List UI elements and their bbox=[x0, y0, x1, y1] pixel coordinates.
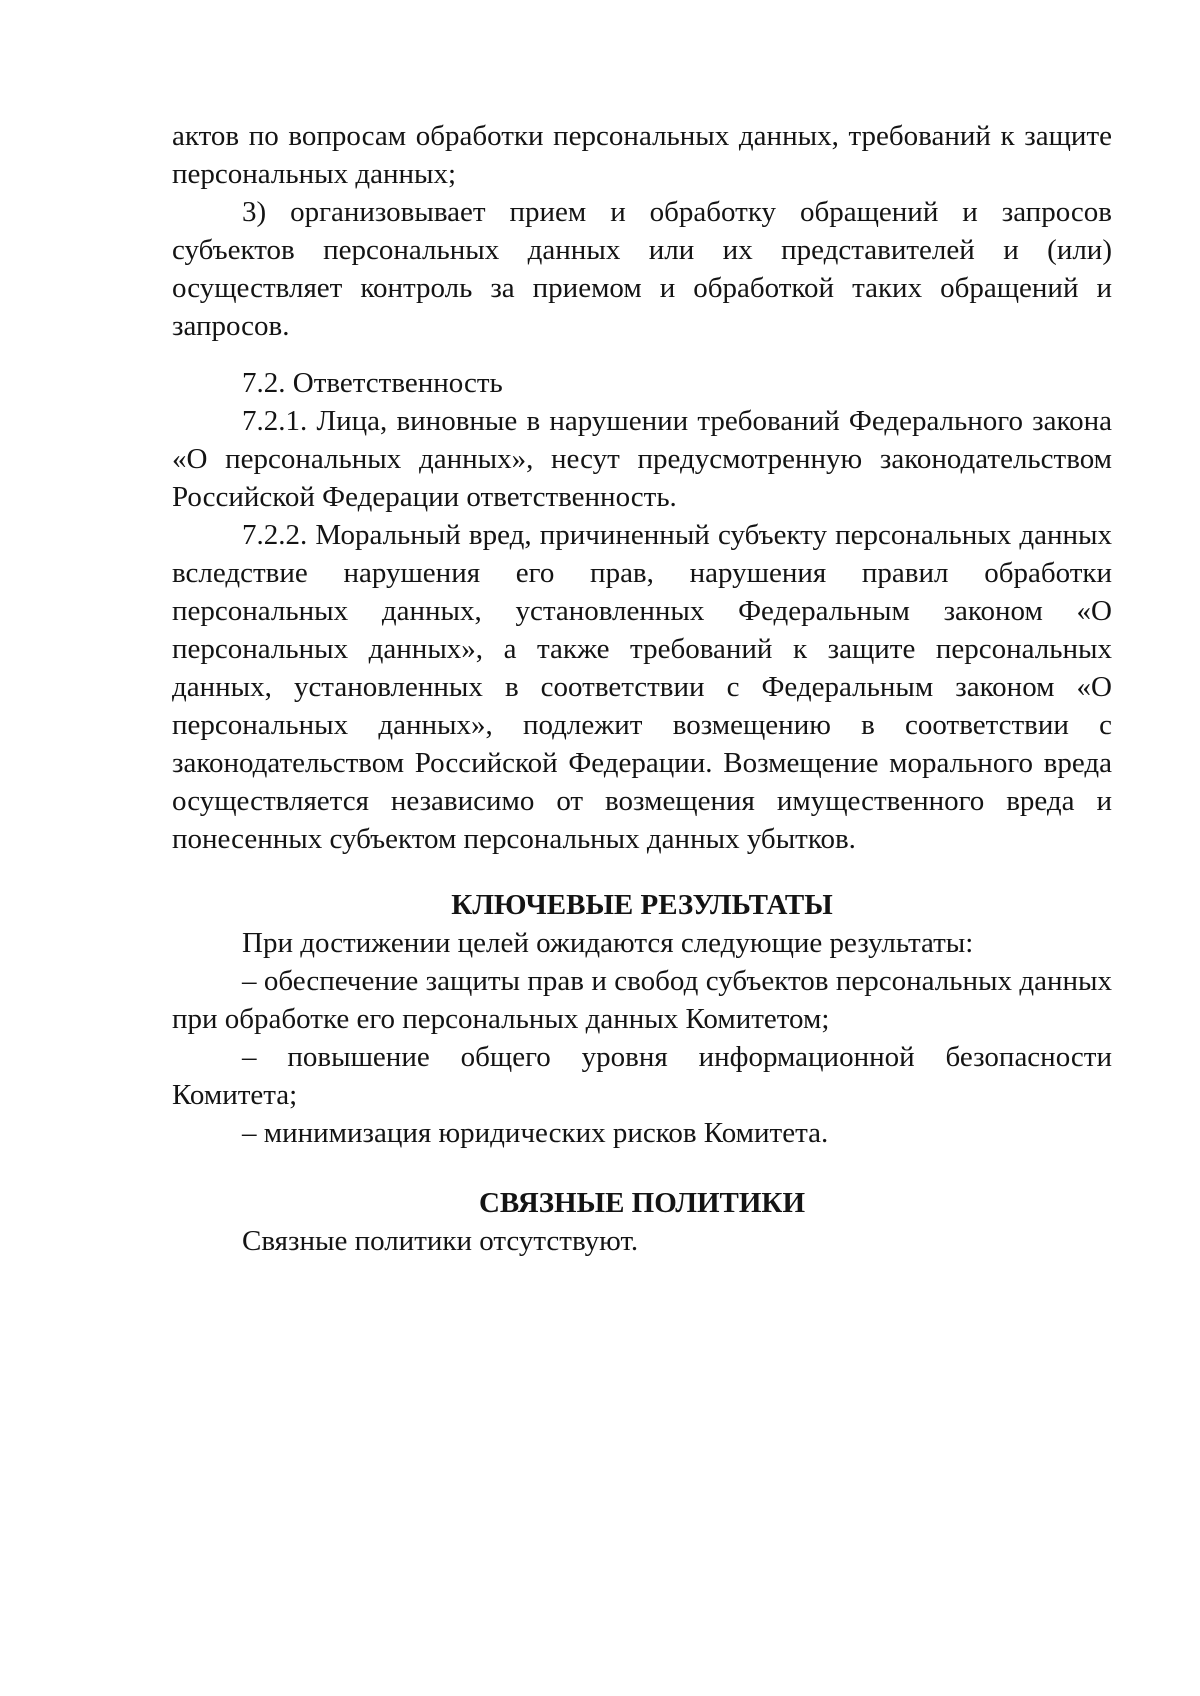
key-result-item: – повышение общего уровня информационной безопасности Комитета; bbox=[172, 1041, 1112, 1111]
key-result-item: – обеспечение защиты прав и свобод субъектов персональных данных при обработке его персональных данных Комитетом; bbox=[172, 965, 1112, 1035]
key-result-item: – минимизация юридических рисков Комитета. bbox=[242, 1117, 829, 1149]
section-title-responsibility: 7.2. Ответственность bbox=[242, 367, 503, 399]
key-results-intro: При достижении целей ожидаются следующие результаты: bbox=[242, 927, 974, 959]
heading-key-results: КЛЮЧЕВЫЕ РЕЗУЛЬТАТЫ bbox=[451, 889, 833, 921]
related-policies-text: Связные политики отсутствуют. bbox=[242, 1225, 639, 1257]
paragraph-7-2-1: 7.2.1. Лица, виновные в нарушении требований Федерального закона «О персональных данных», несут предусмотренную законодательством Российской Федерации ответственность. bbox=[172, 405, 1112, 513]
heading-related-policies: СВЯЗНЫЕ ПОЛИТИКИ bbox=[478, 1187, 806, 1219]
document-body bbox=[172, 117, 1112, 1260]
paragraph-continuation: актов по вопросам обработки персональных данных, требований к защите персональных данных; bbox=[172, 120, 1112, 190]
paragraph-7-2-2: 7.2.2. Моральный вред, причиненный субъекту персональных данных вследствие нарушения его прав, нарушения правил обработки персональных данных, установленных Федеральным законом «О персональных данных», а также требований к защите персональных данных, установленных в соответствии с Федеральным законом «О персональных данных», подлежит возмещению в соответствии с законодательством Российской Федерации. Возмещение морального вреда осуществляется независимо от возмещения имущественного вреда и понесенных субъектом персональных данных убытков. bbox=[172, 519, 1112, 855]
paragraph-item-3: 3) организовывает прием и обработку обращений и запросов субъектов персональных данных или их представителей и (или) осуществляет контроль за приемом и обработкой таких обращений и запросов. bbox=[172, 196, 1112, 342]
